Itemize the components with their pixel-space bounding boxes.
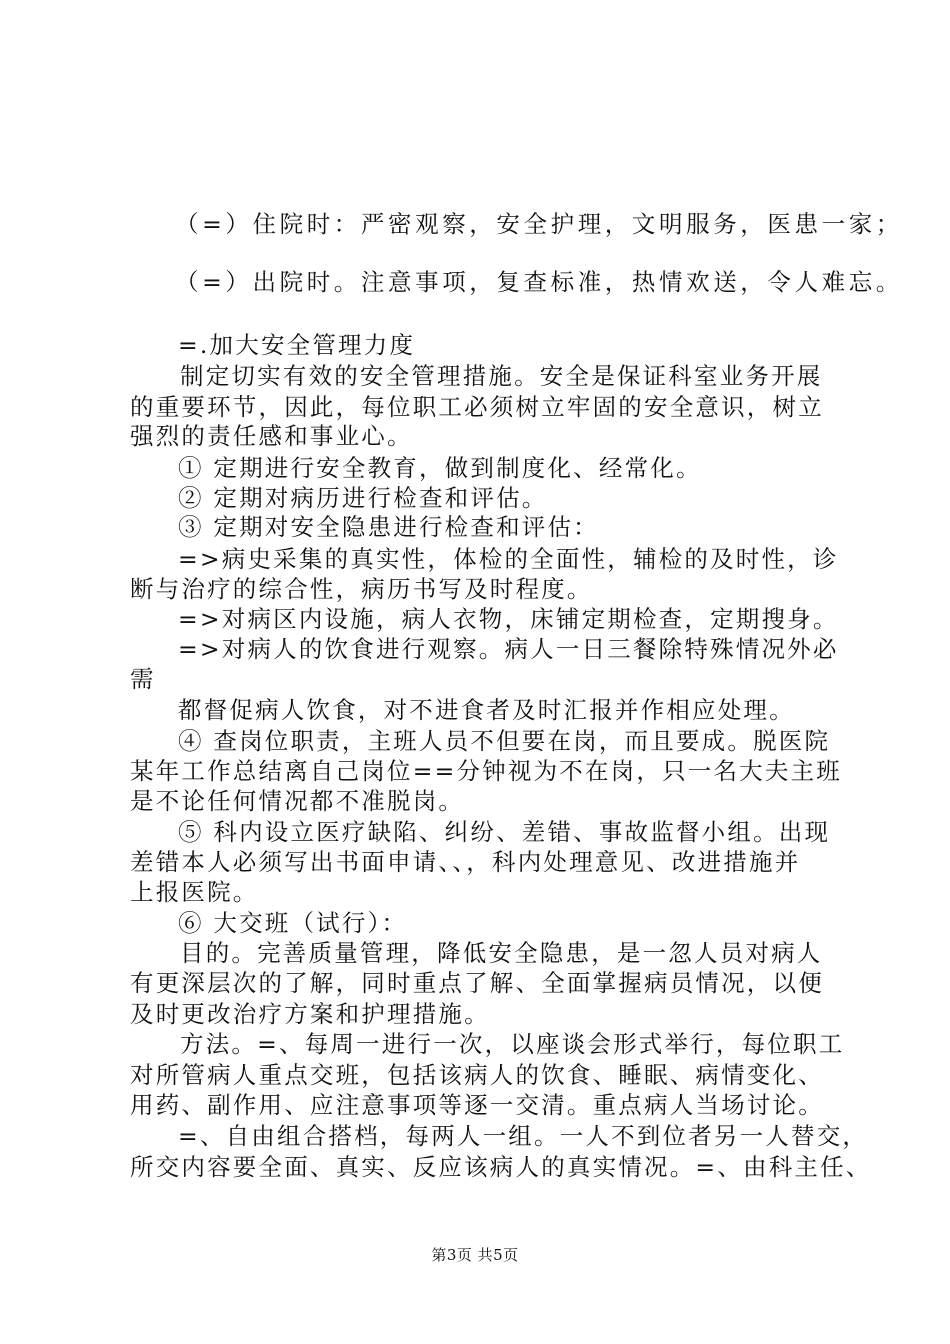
- section-heading: =.加大安全管理力度: [178, 331, 416, 359]
- body-line: =>病史采集的真实性，体检的全面性，辅检的及时性，诊: [178, 545, 839, 573]
- body-line: 上报医院。: [130, 878, 259, 906]
- body-line: 的重要环节，因此，每位职工必须树立牢固的安全意识，树立: [130, 393, 824, 421]
- body-line: 用药、副作用、应注意事项等逐一交清。重点病人当场讨论。: [130, 1091, 824, 1119]
- list-item: ④ 查岗位职责，主班人员不但要在岗，而且要成。脱医院: [178, 727, 831, 755]
- body-line: 需: [130, 665, 156, 693]
- body-line: （=）出院时。注意事项，复查标准，热情欢送，令人难忘。: [175, 268, 903, 296]
- list-item: ① 定期进行安全教育，做到制度化、经常化。: [178, 454, 702, 482]
- body-line: 目的。完善质量管理，降低安全隐患，是一忽人员对病人: [180, 939, 823, 967]
- body-line: 方法。=、每周一进行一次，以座谈会形式举行，每位职工: [180, 1030, 845, 1058]
- body-line: 及时更改治疗方案和护理措施。: [130, 1000, 490, 1028]
- list-item: ③ 定期对安全隐患进行检查和评估：: [178, 513, 599, 541]
- body-line: （=）住院时：严密观察，安全护理，文明服务，医患一家；: [175, 210, 903, 238]
- body-line: 强烈的责任感和事业心。: [130, 422, 413, 450]
- body-line: =、自由组合搭档，每两人一组。一人不到位者另一人替交，: [178, 1122, 869, 1150]
- body-line: 是不论任何情况都不准脱岗。: [130, 787, 465, 815]
- body-line: 断与治疗的综合性，病历书写及时程度。: [130, 575, 593, 603]
- body-line: 对所管病人重点交班，包括该病人的饮食、睡眠、病情变化、: [130, 1061, 824, 1089]
- body-line: =>对病区内设施，病人衣物，床铺定期检查，定期搜身。: [178, 605, 839, 633]
- page-footer: 第3页 共5页: [431, 1246, 519, 1264]
- list-item: ⑥ 大交班（试行）：: [178, 909, 408, 937]
- body-line: 差错本人必须写出书面申请、、，科内处理意见、改进措施并: [130, 848, 801, 876]
- body-line: 某年工作总结离自己岗位==分钟视为不在岗，只一名大夫主班: [130, 757, 842, 785]
- body-line: 都督促病人饮食，对不进食者及时汇报并作相应处理。: [178, 696, 795, 724]
- body-line: 有更深层次的了解，同时重点了解、全面掌握病员情况，以便: [130, 969, 824, 997]
- body-line: 所交内容要全面、真实、反应该病人的真实情况。=、由科主任、: [130, 1153, 872, 1181]
- list-item: ⑤ 科内设立医疗缺陷、纠纷、差错、事故监督小组。出现: [178, 818, 831, 846]
- list-item: ② 定期对病历进行检查和评估。: [178, 484, 548, 512]
- body-line: 制定切实有效的安全管理措施。安全是保证科室业务开展: [180, 362, 823, 390]
- body-line: =>对病人的饮食进行观察。病人一日三餐除特殊情况外必: [178, 635, 839, 663]
